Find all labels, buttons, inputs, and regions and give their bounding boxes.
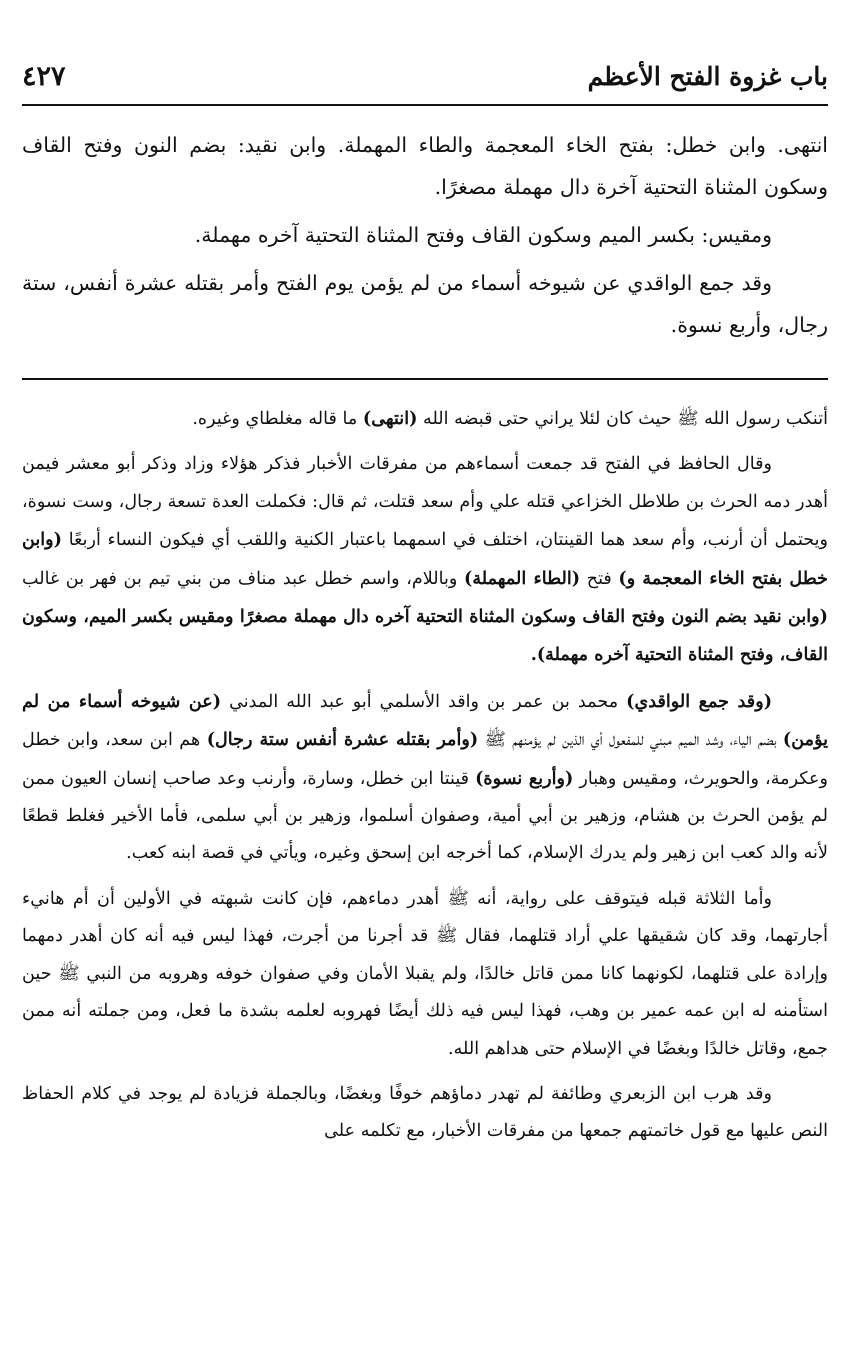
commentary-segment: ما قاله مغلطاي وغيره. [192,409,358,429]
commentary-paragraph [22,446,828,674]
commentary-segment: فتح [586,568,612,589]
commentary-paragraph: وأما الثلاثة قبله فيتوقف على رواية، أنه ﷺ أهدر دماءهم، فإن كانت شبهته في الأولين أن أم هانيء أجارتهما، وقد كان شقيقها علي أراد قتلهما، فقال ﷺ قد أجرنا من أجرت، فهذا ليس فيه أنه كان أهدر دمهما وإرادة على قتلهما، لكونهما كانا ممن قاتل خالدًا، ولم يقبلا الأمان وفي صفوان خوفه وهروبه من النبي ﷺ حين استأمنه له ابن عمه عمير بن وهب، فهذا ليس فيه ذلك أيضًا فهروبه لعلمه بشدة ما فعل، ومن جملته أنه ممن جمع، وقاتل خالدًا وبغضًا في الإسلام حتى هداهم الله. [22,888,828,1059]
page-header [22,56,828,96]
bold-quote: (وأربع نسوة) [475,767,574,789]
main-paragraph: ومقيس: بكسر الميم وسكون القاف وفتح المثناة التحتية آخره مهملة. [194,223,772,247]
page-number: ٤٢٧ [22,60,66,92]
bold-quote: (وأمر بقتله عشرة أنفس ستة رجال) [206,729,479,751]
main-text [22,124,828,352]
bold-quote: (وقد جمع الواقدي) [626,690,773,712]
commentary-segment: وباللام، واسم خطل عبد مناف من بني تيم بن فهر بن غالب [22,568,458,589]
commentary-text [22,400,828,1159]
main-paragraph: انتهى. وابن خطل: بفتح الخاء المعجمة والطاء المهملة. وابن نقيد: بضم النون وفتح القاف وسكون المثناة التحتية آخرة دال مهملة مصغرًا. [22,133,828,199]
bold-quote: (عن شيوخه أسماء من لم يؤمن) [22,690,829,751]
commentary-paragraph [22,683,828,873]
bold-quote: (انتهى) [362,408,418,429]
bold-quote: (وابن نقيد بضم النون وفتح القاف وسكون المثناة التحتية آخره دال مهملة مصغرًا ومقيس بكسر الميم، وسكون القاف، وفتح المثناة التحتية آخره مهملة). [22,606,828,666]
header-divider [22,104,828,106]
commentary-segment: هم ابن سعد، وابن خطل وعكرمة، والحويرث، ومقيس وهبار [22,730,829,789]
bold-quote: (وابن خطل بفتح الخاء المعجمة و) [22,529,829,589]
commentary-segment: قينتا ابن خطل، وسارة، وأرنب وعد صاحب إنسان العيون ممن لم يؤمن الحرث بن هشام، وزهير بن أبي أمية، وصفوان أسلموا، وزهير بن أبي سلمى، فأما الأخير فغلط قطعًا لأنه والد كعب ابن زهير ولم يدرك الإسلام، كما أخرجه ابن إسحق وغيره، ويأتي في قصة ابنه كعب. [22,768,828,864]
commentary-segment: محمد بن عمر بن واقد الأسلمي أبو عبد الله المدني [229,691,619,712]
commentary-paragraph: وقد هرب ابن الزبعري وطائفة لم تهدر دماؤهم خوفًا وبغضًا، وبالجملة فزيادة لم يوجد في كلام الحفاظ النص عليها مع قول خاتمتهم جمعها من مفرقات الأخبار، مع تكلمه على [22,1083,828,1142]
commentary-segment: أتنكب رسول الله ﷺ حيث كان لئلا يراني حتى قبضه الله [423,409,828,429]
main-paragraph: وقد جمع الواقدي عن شيوخه أسماء من لم يؤمن يوم الفتح وأمر بقتله عشرة أنفس، ستة رجال، وأربع نسوة. [22,271,828,337]
running-title: باب غزوة الفتح الأعظم [587,61,828,91]
commentary-segment: بضم الياء، وشد الميم مبني للمفعول أي الذين لم يؤمنهم ﷺ [484,730,777,751]
commentary-segment: وقال الحافظ في الفتح قد جمعت أسماءهم من مفرقات الأخبار فذكر هؤلاء وزاد وذكر أبو معشر فيمن أهدر دمه الحرث بن طلاطل الخزاعي قتله علي وأم سعد قتلت، ثم قال: فكملت العدة تسعة رجال، وست نسوة، ويحتمل أن أرنب، وأم سعد هما القينتان، اختلف في اسمهما باعتبار الكنية واللقب أي فيكون النساء أربعًا [22,454,829,551]
commentary-paragraph [22,400,828,438]
bold-quote: (الطاء المهملة) [464,567,581,589]
commentary-divider [22,378,828,380]
